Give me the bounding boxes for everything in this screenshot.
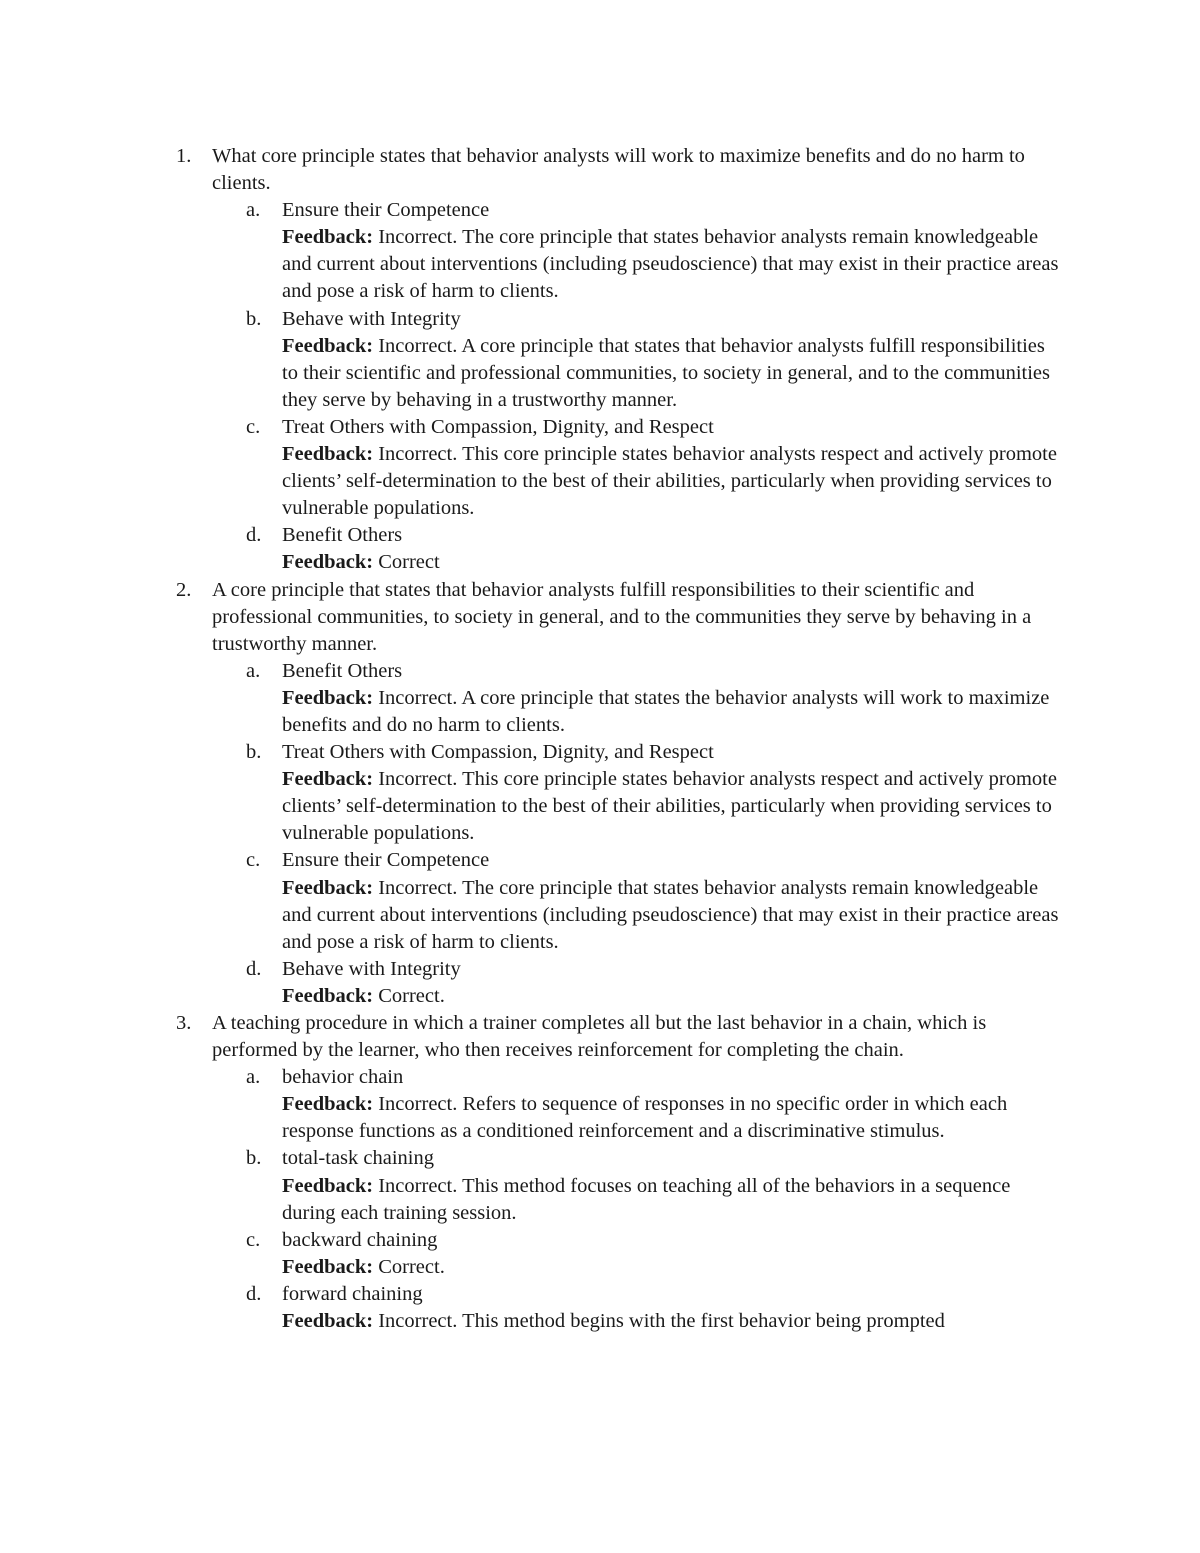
feedback [282,983,1062,1010]
option-d [246,956,1062,1010]
option-b [246,306,1062,414]
option-letter: b. [246,1147,262,1170]
feedback-label: Feedback: [282,686,374,709]
option-d [246,522,1062,576]
option-a [246,658,1062,739]
feedback-label: Feedback: [282,226,374,249]
feedback-text: Incorrect. This core principle states behavior analysts respect and actively promote clients’ self-determination to the best of their abilities, particularly when providing services to vulnerable populations. [282,768,1057,845]
question-text: What core principle states that behavior analysts will work to maximize benefits and do no harm to clients. [212,145,1025,195]
feedback-label: Feedback: [282,1174,374,1197]
option-b [246,1145,1062,1226]
feedback [282,333,1062,414]
option-letter: d. [246,957,262,980]
question-3 [176,1010,1062,1335]
option-text: behavior chain [282,1066,404,1089]
option-letter: a. [246,1066,261,1089]
option-c [246,847,1062,955]
feedback-text: Correct [378,551,440,574]
feedback-label: Feedback: [282,443,374,466]
feedback-label: Feedback: [282,876,374,899]
option-list [212,1064,1062,1335]
feedback-label: Feedback: [282,768,374,791]
feedback-label: Feedback: [282,1093,374,1116]
feedback-text: Incorrect. This core principle states behavior analysts respect and actively promote clients’ self-determination to the best of their abilities, particularly when providing services to vulnerable populations. [282,443,1057,520]
feedback-label: Feedback: [282,1310,374,1333]
feedback [282,224,1062,305]
question-2 [176,577,1062,1011]
feedback [282,1091,1062,1145]
feedback-text: Incorrect. This method focuses on teaching all of the behaviors in a sequence during each training session. [282,1174,1011,1224]
option-c [246,414,1062,522]
feedback [282,549,1062,576]
feedback [282,766,1062,847]
option-d [246,1281,1062,1335]
feedback-label: Feedback: [282,1255,374,1278]
option-text: Ensure their Competence [282,849,490,872]
option-letter: c. [246,415,261,438]
feedback-label: Feedback: [282,984,374,1007]
feedback-label: Feedback: [282,334,374,357]
question-number: 3. [176,1012,192,1034]
option-text: Ensure their Competence [282,199,490,222]
feedback-text: Correct. [378,1255,445,1278]
feedback-text: Incorrect. Refers to sequence of responses in no specific order in which each response functions as a conditioned reinforcement and a discriminative stimulus. [282,1093,1008,1143]
option-list [212,658,1062,1010]
option-text: backward chaining [282,1228,438,1251]
option-a [246,197,1062,305]
option-b [246,739,1062,847]
option-letter: d. [246,1282,262,1305]
option-letter: b. [246,307,262,330]
option-text: Behave with Integrity [282,957,461,980]
feedback-text: Incorrect. A core principle that states that behavior analysts fulfill responsibilities to their scientific and professional communities, to society in general, and to the communities they serve by behaving in a trustworthy manner. [282,334,1050,411]
feedback [282,441,1062,522]
feedback-label: Feedback: [282,551,374,574]
option-c [246,1227,1062,1281]
feedback [282,875,1062,956]
feedback [282,685,1062,739]
option-text: Benefit Others [282,659,403,682]
option-text: Treat Others with Compassion, Dignity, and Respect [282,741,714,764]
question-text: A teaching procedure in which a trainer completes all but the last behavior in a chain, which is performed by the learner, who then receives reinforcement for completing the chain. [212,1012,987,1062]
feedback [282,1308,1062,1335]
question-number: 1. [176,145,192,167]
option-text: total-task chaining [282,1147,434,1170]
option-a [246,1064,1062,1145]
feedback [282,1254,1062,1281]
feedback [282,1173,1062,1227]
feedback-text: Incorrect. This method begins with the first behavior being prompted [378,1310,945,1333]
option-text: Behave with Integrity [282,307,461,330]
feedback-text: Correct. [378,984,445,1007]
feedback-text: Incorrect. The core principle that states behavior analysts remain knowledgeable and current about interventions (including pseudoscience) that may exist in their practice areas and pose a risk of harm to clients. [282,876,1059,953]
question-number: 2. [176,578,192,601]
option-text: Benefit Others [282,524,403,547]
option-letter: a. [246,199,261,222]
question-1 [176,143,1062,577]
option-letter: b. [246,741,262,764]
feedback-text: Incorrect. A core principle that states the behavior analysts will work to maximize benefits and do no harm to clients. [282,686,1050,736]
option-letter: c. [246,1228,261,1251]
option-letter: a. [246,659,261,682]
question-text: A core principle that states that behavior analysts fulfill responsibilities to their scientific and professional communities, to society in general, and to the communities they serve by behaving in a trustworthy manner. [212,578,1032,655]
feedback-text: Incorrect. The core principle that states behavior analysts remain knowledgeable and current about interventions (including pseudoscience) that may exist in their practice areas and pose a risk of harm to clients. [282,226,1059,303]
option-text: Treat Others with Compassion, Dignity, and Respect [282,415,714,438]
question-list [176,143,1062,1335]
option-letter: d. [246,524,262,547]
option-text: forward chaining [282,1282,423,1305]
option-letter: c. [246,849,261,872]
option-list [212,197,1062,576]
